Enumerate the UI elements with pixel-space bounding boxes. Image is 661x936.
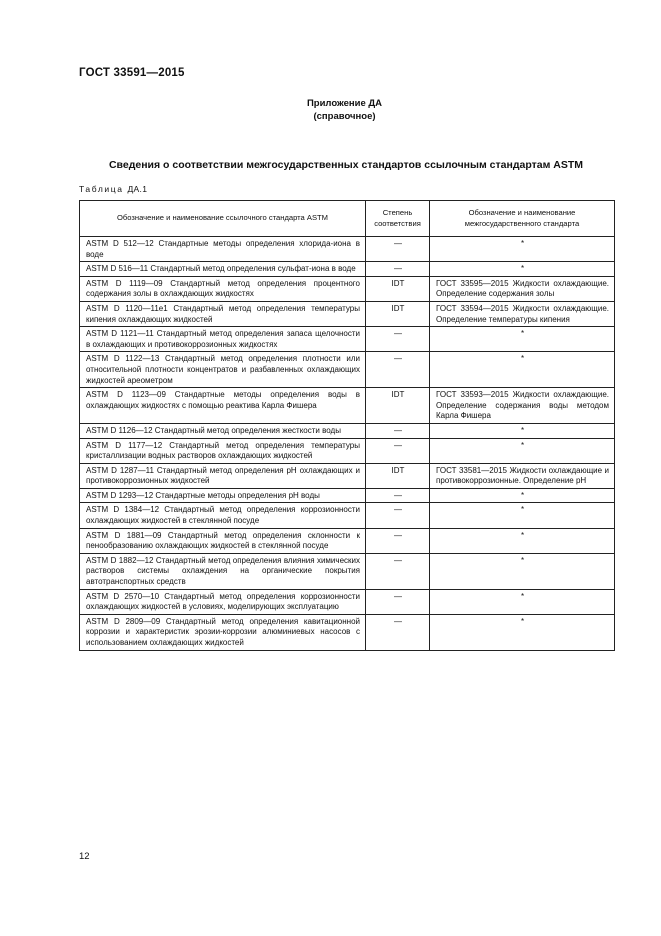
degree-cell: — (366, 327, 430, 352)
astm-standard-cell: ASTM D 1293—12 Стандартные методы определения pH воды (80, 488, 366, 503)
table-row (80, 327, 615, 352)
astm-standard-cell: ASTM D 1287—11 Стандартный метод определения pH охлаждающих и противокоррозионных жидкостей (80, 463, 366, 488)
column-header-gost: Обозначение и наименование межгосударственного стандарта (430, 201, 615, 237)
degree-cell: — (366, 237, 430, 262)
gost-standard-cell: * (430, 327, 615, 352)
table-row (80, 614, 615, 650)
astm-standard-cell: ASTM D 1881—09 Стандартный метод определения склонности к пенообразованию охлаждающих жидкостей в стеклянной посуде (80, 528, 366, 553)
gost-standard-cell: ГОСТ 33594—2015 Жидкости охлаждающие. Определение температуры кипения (430, 301, 615, 326)
table-row (80, 352, 615, 388)
astm-standard-cell: ASTM D 1121—11 Стандартный метод определения запаса щелочности в охлаждающих и противокоррозионных жидкостях (80, 327, 366, 352)
astm-standard-cell: ASTM D 1119—09 Стандартный метод определения процентного содержания золы в охлаждающих жидкостях (80, 276, 366, 301)
gost-standard-cell: * (430, 352, 615, 388)
table-row (80, 463, 615, 488)
appendix-subtitle: (справочное) (313, 111, 376, 122)
degree-cell: — (366, 352, 430, 388)
degree-cell: — (366, 553, 430, 589)
gost-standard-cell: * (430, 488, 615, 503)
astm-standard-cell: ASTM D 1384—12 Стандартный метод определения коррозионности охлаждающих жидкостей в стеклянной посуде (80, 503, 366, 528)
degree-cell: IDT (366, 301, 430, 326)
degree-cell: — (366, 438, 430, 463)
table-row (80, 488, 615, 503)
gost-standard-cell: * (430, 438, 615, 463)
gost-standard-cell: ГОСТ 33595—2015 Жидкости охлаждающие. Определение содержания золы (430, 276, 615, 301)
astm-standard-cell: ASTM D 2570—10 Стандартный метод определения коррозионности охлаждающих жидкостей в условиях, моделирующих эксплуатацию (80, 589, 366, 614)
column-header-degree: Степень соответствия (366, 201, 430, 237)
table-row (80, 589, 615, 614)
table-row (80, 276, 615, 301)
degree-cell: — (366, 589, 430, 614)
table-header-row (80, 201, 615, 237)
appendix-title-block (0, 97, 661, 123)
gost-standard-cell: * (430, 423, 615, 438)
table-row (80, 388, 615, 424)
astm-standard-cell: ASTM D 1882—12 Стандартный метод определения влияния химических растворов системы охлаждения на органические покрытия автотранспортных средств (80, 553, 366, 589)
astm-standard-cell: ASTM D 1177—12 Стандартный метод определения температуры кристаллизации водных растворов охлаждающих жидкостей (80, 438, 366, 463)
astm-standard-cell: ASTM D 1126—12 Стандартный метод определения жесткости воды (80, 423, 366, 438)
table-row (80, 301, 615, 326)
astm-standard-cell: ASTM D 1123—09 Стандартные методы определения воды в охлаждающих жидкостях с помощью реактива Карла Фишера (80, 388, 366, 424)
gost-standard-cell: * (430, 589, 615, 614)
table-row (80, 528, 615, 553)
degree-cell: IDT (366, 463, 430, 488)
astm-standard-cell: ASTM D 516—11 Стандартный метод определения сульфат-иона в воде (80, 262, 366, 277)
degree-cell: IDT (366, 388, 430, 424)
table-row (80, 553, 615, 589)
document-id: ГОСТ 33591—2015 (79, 67, 185, 79)
degree-cell: — (366, 528, 430, 553)
page-number: 12 (79, 851, 90, 862)
table-row (80, 503, 615, 528)
gost-standard-cell: * (430, 503, 615, 528)
astm-standard-cell: ASTM D 2809—09 Стандартный метод определения кавитационной коррозии и характеристик эрозии-коррозии алюминиевых насосов с использованием охлаждающих жидкостей (80, 614, 366, 650)
table-caption (79, 184, 147, 194)
gost-standard-cell: * (430, 614, 615, 650)
gost-standard-cell: ГОСТ 33581—2015 Жидкости охлаждающие и противокоррозионные. Определение pH (430, 463, 615, 488)
gost-standard-cell: * (430, 237, 615, 262)
astm-standard-cell: ASTM D 1120—11е1 Стандартный метод определения температуры кипения охлаждающих жидкостей (80, 301, 366, 326)
gost-standard-cell: * (430, 262, 615, 277)
table-caption-label: Таблица (79, 184, 124, 194)
degree-cell: IDT (366, 276, 430, 301)
table-row (80, 423, 615, 438)
table-row (80, 237, 615, 262)
degree-cell: — (366, 488, 430, 503)
degree-cell: — (366, 503, 430, 528)
table-row (80, 262, 615, 277)
column-header-astm: Обозначение и наименование ссылочного стандарта ASTM (80, 201, 366, 237)
astm-standard-cell: ASTM D 1122—13 Стандартный метод определения плотности или относительной плотности концентратов и разбавленных охлаждающих жидкостей ареометром (80, 352, 366, 388)
astm-standard-cell: ASTM D 512—12 Стандартные методы определения хлорида-иона в воде (80, 237, 366, 262)
degree-cell: — (366, 423, 430, 438)
gost-standard-cell: * (430, 553, 615, 589)
degree-cell: — (366, 262, 430, 277)
gost-standard-cell: ГОСТ 33593—2015 Жидкости охлаждающие. Определение содержания воды методом Карла Фишера (430, 388, 615, 424)
gost-standard-cell: * (430, 528, 615, 553)
degree-cell: — (366, 614, 430, 650)
appendix-title: Приложение ДА (306, 98, 383, 109)
table-caption-number: ДА.1 (127, 184, 148, 194)
standards-table (79, 200, 615, 651)
section-heading: Сведения о соответствии межгосударственных стандартов ссылочным стандартам ASTM (108, 159, 584, 171)
table-row (80, 438, 615, 463)
